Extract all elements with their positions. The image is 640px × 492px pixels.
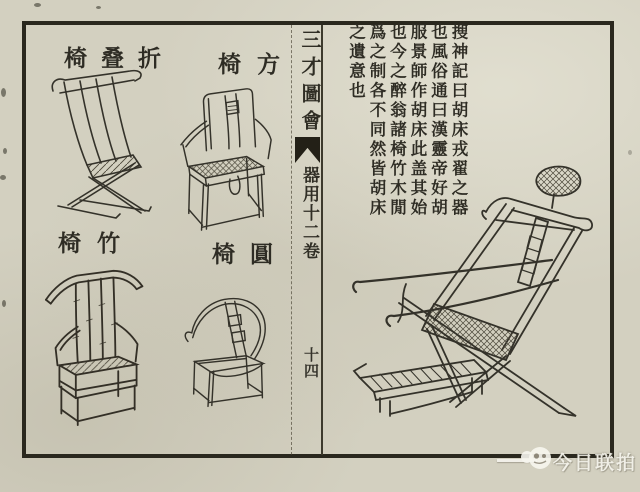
- paper-speck: [3, 148, 7, 154]
- spine-page-number: 十四: [302, 347, 318, 379]
- label-square-chair: 椅方: [218, 52, 296, 77]
- label-folding-chair: 椅叠折: [64, 46, 175, 71]
- text-column: 搜神記曰胡床戎翟之器: [449, 23, 468, 218]
- text-column: 也風俗通曰漢靈帝好胡: [428, 23, 448, 218]
- paper-speck: [2, 300, 6, 307]
- watermark-text: 今日联拍: [553, 453, 638, 474]
- paper-speck: [628, 150, 632, 155]
- square-chair-illustration: [176, 86, 280, 235]
- paper-speck: [34, 3, 41, 7]
- text-column: 爲之制各不同然皆胡床: [367, 23, 386, 218]
- paper-speck: [1, 88, 6, 97]
- paper-speck: [0, 175, 6, 180]
- round-chair-illustration: [182, 288, 276, 414]
- paper-speck: [96, 6, 101, 9]
- bamboo-chair-illustration: [44, 263, 152, 431]
- watermark: [497, 444, 637, 478]
- reclining-chair-illustration: [346, 164, 608, 444]
- spine-fold-line: [291, 25, 292, 455]
- spine-section-title: 器用十二卷: [300, 166, 319, 261]
- text-column: 服景師作胡床此盖其始: [408, 23, 427, 218]
- text-column: 之遺意也: [346, 23, 366, 101]
- camera-icon: [519, 445, 553, 478]
- folding-chair-illustration: [50, 66, 158, 220]
- label-bamboo-chair: 椅竹: [58, 231, 136, 256]
- label-round-chair: 椅圓: [212, 242, 288, 267]
- spine-book-title: 三才圖會: [298, 29, 320, 137]
- text-column: 也今之醉翁諸椅竹木閒: [387, 23, 407, 218]
